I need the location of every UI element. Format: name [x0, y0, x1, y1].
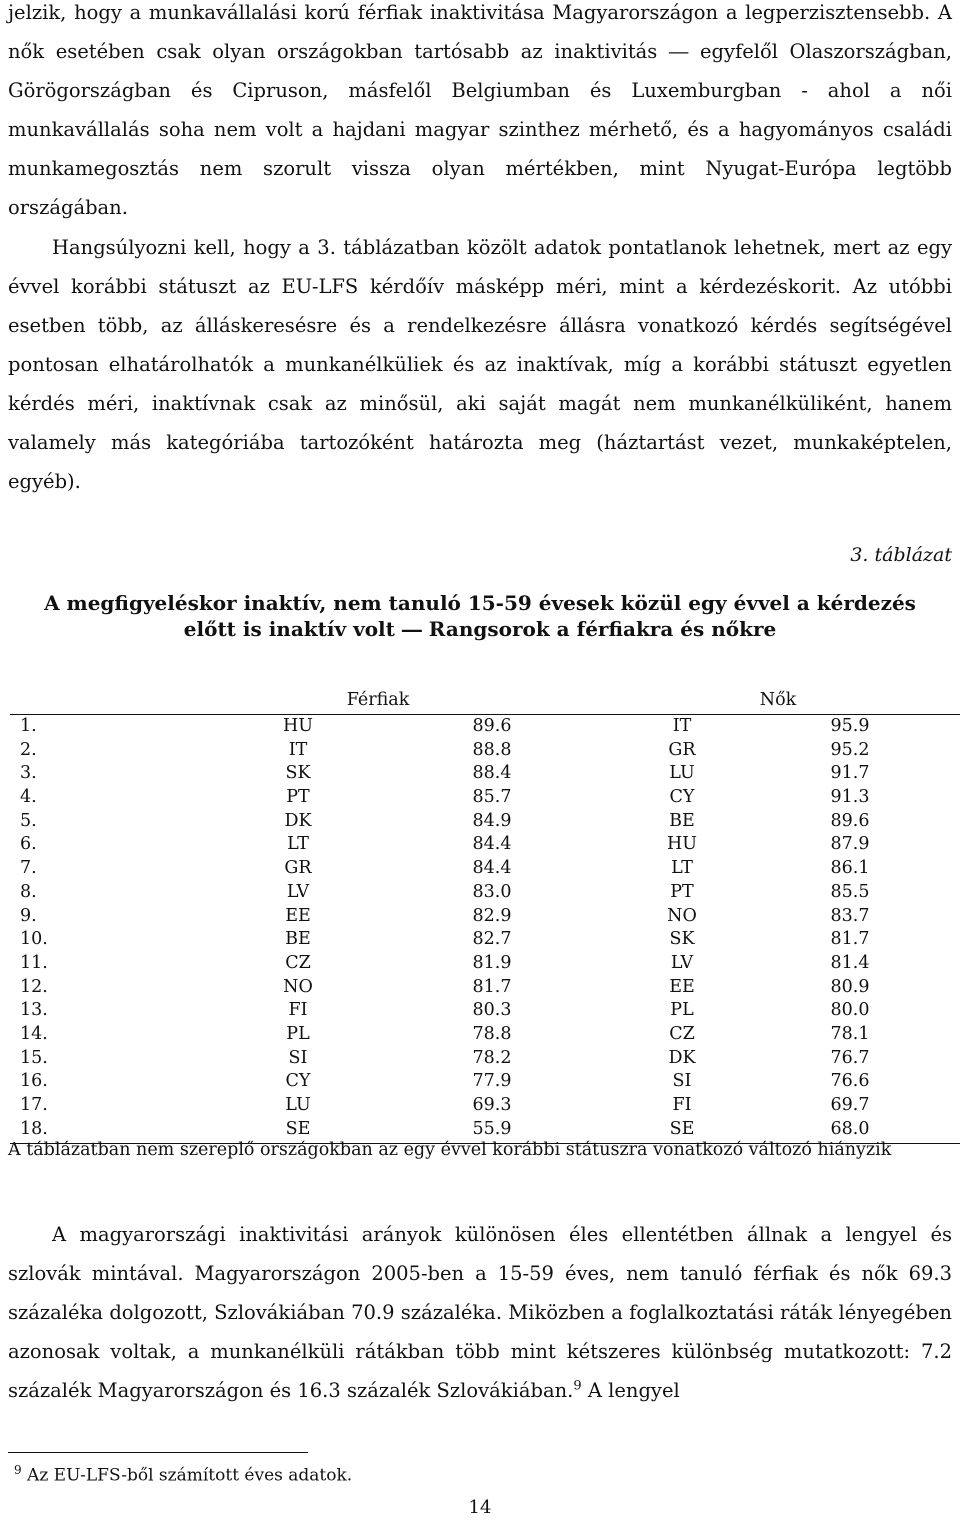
- women-country-cell: HU: [666, 834, 697, 855]
- header-men: Férfiak: [346, 690, 410, 710]
- women-country-cell: EE: [669, 976, 695, 997]
- table-row: [10, 1070, 960, 1094]
- table-title-line-1: A megfigyeléskor inaktív, nem tanuló 15-59 évesek közül egy évvel a kérdezés: [44, 591, 916, 615]
- table-row: [10, 810, 960, 834]
- table-row: [10, 952, 960, 976]
- table-row: [10, 1094, 960, 1118]
- rank-cell: 5.: [20, 810, 37, 831]
- women-value-cell: 78.1: [830, 1023, 870, 1044]
- women-country-cell: DK: [668, 1047, 696, 1068]
- men-country-cell: IT: [288, 739, 308, 760]
- women-value-cell: 81.7: [830, 929, 870, 950]
- men-country-cell: BE: [285, 929, 311, 950]
- women-value-cell: 85.5: [830, 881, 870, 902]
- men-value-cell: 82.9: [472, 905, 512, 926]
- header-women: Nők: [759, 690, 797, 710]
- women-value-cell: 76.7: [830, 1047, 870, 1068]
- women-country-cell: NO: [667, 905, 697, 926]
- men-value-cell: 81.9: [472, 952, 512, 973]
- men-value-cell: 69.3: [472, 1095, 512, 1115]
- men-country-cell: LT: [287, 834, 309, 855]
- rank-cell: 12.: [20, 976, 48, 997]
- women-value-cell: 91.7: [830, 763, 870, 784]
- footnote-divider: [8, 1452, 308, 1453]
- men-country-cell: GR: [284, 858, 312, 879]
- women-value-cell: 95.9: [830, 716, 870, 736]
- footnote-number: 9: [14, 1463, 22, 1477]
- table-row: [10, 857, 960, 881]
- women-value-cell: 68.0: [830, 1118, 870, 1139]
- rank-cell: 9.: [20, 905, 37, 926]
- women-country-cell: SI: [672, 1071, 692, 1092]
- body-paragraph-3: [8, 1215, 952, 1410]
- men-value-cell: 89.6: [472, 716, 512, 736]
- men-country-cell: CY: [285, 1071, 311, 1092]
- rank-cell: 2.: [20, 739, 37, 760]
- table-body: [10, 715, 960, 1144]
- table-number-label: 3. táblázat: [850, 544, 952, 566]
- men-country-cell: DK: [284, 810, 312, 831]
- men-country-cell: SI: [288, 1047, 308, 1068]
- women-country-cell: FI: [672, 1095, 692, 1115]
- men-country-cell: FI: [288, 1000, 308, 1021]
- women-country-cell: LV: [670, 952, 694, 973]
- body-paragraph-2: Hangsúlyozni kell, hogy a 3. táblázatban közölt adatok pontatlanok lehetnek, mert az egy évvel korábbi státuszt az EU-LFS kérdőív másképp méri, mint a kérdezéskorit. Az utóbbi esetben több, az álláskeresésre és a rendelkezésre állásra vonatkozó kérdés segítségével pontosan elhatárolhatók a munkanélküliek és az inaktívak, míg a korábbi státuszt egyetlen kérdés méri, inaktívnak csak az minősül, aki saját magát nem munkanélküliként, hanem valamely más kategóriába tartozóként határozta meg (háztartást vezet, munkaképtelen, egyéb).: [8, 236, 952, 493]
- men-country-cell: HU: [282, 716, 313, 736]
- men-value-cell: 80.3: [472, 1000, 512, 1021]
- table-row: [10, 739, 960, 763]
- table-note: A táblázatban nem szereplő országokban az egy évvel korábbi státuszra vonatkozó változó hiányzik: [8, 1140, 892, 1160]
- men-value-cell: 78.8: [472, 1023, 512, 1044]
- women-country-cell: SK: [669, 929, 695, 950]
- table-row: [10, 762, 960, 786]
- men-country-cell: NO: [283, 976, 313, 997]
- table-title-line-2: előtt is inaktív volt ― Rangsorok a férfiakra és nőkre: [183, 617, 777, 641]
- men-value-cell: 84.9: [472, 810, 512, 831]
- women-country-cell: CZ: [669, 1023, 695, 1044]
- men-value-cell: 81.7: [472, 976, 512, 997]
- ranking-table: [10, 688, 960, 1144]
- men-country-cell: PL: [286, 1023, 310, 1044]
- paragraph-3-text: A magyarországi inaktivitási arányok különösen éles ellentétben állnak a lengyel és szlovák mintával. Magyarországon 2005-ben a 15-59 éves, nem tanuló férfiak és nők 69.3 százaléka dolgozott, Szlovákiában 70.9 százaléka. Miközben a foglalkoztatási ráták lényegében azonosak voltak, a munkanélküli rátákban több mint kétszeres különbség mutatkozott: 7.2 százalék Magyarországon és 16.3 százalék Szlovákiában.: [8, 1223, 952, 1402]
- women-value-cell: 86.1: [830, 858, 870, 879]
- men-country-cell: SK: [285, 763, 311, 784]
- women-value-cell: 95.2: [830, 739, 870, 760]
- women-country-cell: SE: [669, 1118, 695, 1139]
- table-row: [10, 1047, 960, 1071]
- men-value-cell: 88.8: [472, 739, 512, 760]
- women-value-cell: 89.6: [830, 810, 870, 831]
- women-value-cell: 81.4: [830, 952, 870, 973]
- page-number: 14: [468, 1497, 492, 1518]
- footnote: [14, 1463, 352, 1486]
- men-country-cell: LV: [286, 881, 310, 902]
- rank-cell: 13.: [20, 1000, 48, 1021]
- table-row: [10, 881, 960, 905]
- women-value-cell: 91.3: [830, 787, 870, 808]
- rank-cell: 11.: [20, 952, 48, 973]
- rank-cell: 1.: [20, 716, 37, 736]
- women-value-cell: 80.9: [830, 976, 870, 997]
- rank-cell: 3.: [20, 763, 37, 784]
- men-country-cell: PT: [286, 787, 310, 808]
- rank-cell: 6.: [20, 834, 37, 855]
- men-country-cell: CZ: [285, 952, 311, 973]
- men-value-cell: 78.2: [472, 1047, 512, 1068]
- women-value-cell: 83.7: [830, 905, 870, 926]
- women-country-cell: PT: [670, 881, 694, 902]
- table-row: [10, 928, 960, 952]
- rank-cell: 4.: [20, 787, 37, 808]
- women-country-cell: PL: [670, 1000, 694, 1021]
- women-country-cell: IT: [672, 716, 692, 736]
- men-country-cell: EE: [285, 905, 311, 926]
- men-country-cell: LU: [285, 1095, 311, 1115]
- table-row: [10, 976, 960, 1000]
- footnote-text: Az EU-LFS-ből számított éves adatok.: [21, 1465, 353, 1486]
- table-row: [10, 715, 960, 739]
- women-value-cell: 69.7: [830, 1095, 870, 1115]
- table-row: [10, 833, 960, 857]
- women-country-cell: BE: [669, 810, 695, 831]
- body-paragraph-1: jelzik, hogy a munkavállalási korú férfiak inaktivitása Magyarországon a legperzisztensebb. A nők esetében csak olyan országokban tartósabb az inaktivitás ― egyfelől Olaszországban, Görögországban és Cipruson, másfelől Belgiumban és Luxemburgban - ahol a női munkavállalás soha nem volt a hajdani magyar szinthez mérhető, és a hagyományos családi munkamegosztás nem szorult vissza olyan mértékben, mint Nyugat-Európa legtöbb országában.: [8, 1, 952, 219]
- men-value-cell: 88.4: [472, 763, 512, 784]
- women-country-cell: CY: [669, 787, 695, 808]
- women-country-cell: LU: [669, 763, 695, 784]
- rank-cell: 7.: [20, 858, 37, 879]
- table-title: [8, 590, 952, 642]
- women-value-cell: 87.9: [830, 834, 870, 855]
- table-header-row: [10, 688, 960, 715]
- women-country-cell: LT: [671, 858, 693, 879]
- men-value-cell: 55.9: [472, 1118, 512, 1139]
- rank-cell: 10.: [20, 929, 48, 950]
- women-value-cell: 80.0: [830, 1000, 870, 1021]
- rank-cell: 15.: [20, 1047, 48, 1068]
- table-row: [10, 999, 960, 1023]
- table-row: [10, 905, 960, 929]
- rank-cell: 16.: [20, 1071, 48, 1092]
- men-country-cell: SE: [285, 1118, 311, 1139]
- rank-cell: 14.: [20, 1023, 48, 1044]
- women-value-cell: 76.6: [830, 1071, 870, 1092]
- men-value-cell: 77.9: [472, 1071, 512, 1092]
- rank-cell: 17.: [20, 1095, 48, 1115]
- footnote-reference: 9: [573, 1378, 582, 1394]
- women-country-cell: GR: [668, 739, 696, 760]
- men-value-cell: 84.4: [472, 858, 512, 879]
- rank-cell: 18.: [20, 1118, 48, 1139]
- table-row: [10, 1118, 960, 1142]
- table-row: [10, 1023, 960, 1047]
- men-value-cell: 82.7: [472, 929, 512, 950]
- rank-cell: 8.: [20, 881, 37, 902]
- men-value-cell: 83.0: [472, 881, 512, 902]
- men-value-cell: 84.4: [472, 834, 512, 855]
- men-value-cell: 85.7: [472, 787, 512, 808]
- paragraph-3-tail: A lengyel: [581, 1379, 680, 1402]
- table-row: [10, 786, 960, 810]
